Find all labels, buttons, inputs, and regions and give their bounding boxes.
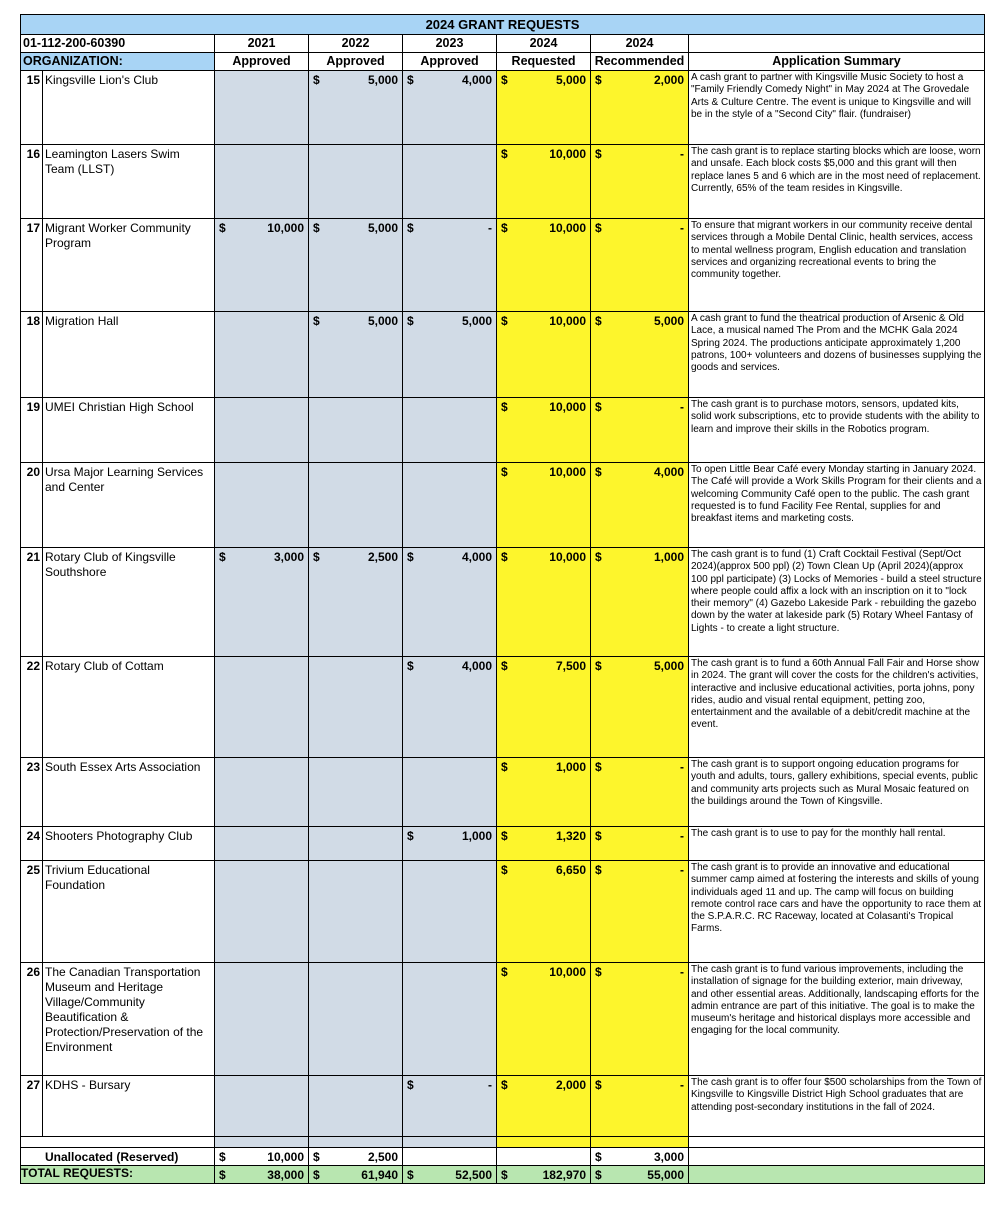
- table-row: [21, 861, 985, 963]
- amount-a2023: [403, 312, 497, 398]
- amount-a2023: [403, 548, 497, 657]
- amount-req: [497, 861, 591, 963]
- amount-value: 10,000: [549, 147, 586, 161]
- organization-name: Ursa Major Learning Services and Center: [45, 465, 204, 494]
- amount-a2022: [309, 827, 403, 861]
- total-req: [497, 1166, 591, 1184]
- summary-header-spacer: [689, 35, 985, 53]
- amount-value: 5,000: [653, 659, 684, 673]
- organization-name: Trivium Educational Foundation: [45, 863, 150, 892]
- amount-rec: [591, 827, 689, 861]
- amount-rec: [591, 312, 689, 398]
- amount-value: 5,000: [555, 73, 586, 87]
- application-summary: [689, 219, 985, 312]
- amount-a2021: [215, 963, 309, 1076]
- currency-sign: $: [501, 1078, 508, 1092]
- organization-cell: [21, 827, 215, 861]
- currency-sign: $: [219, 1168, 226, 1182]
- amount-value: 5,000: [653, 314, 684, 328]
- currency-sign: $: [595, 1168, 602, 1182]
- amount-req: [497, 312, 591, 398]
- amount-value: 10,000: [549, 550, 586, 564]
- amount-value: 10,000: [267, 1150, 304, 1164]
- amount-rec: [591, 548, 689, 657]
- organization-cell: [21, 548, 215, 657]
- currency-sign: $: [595, 73, 602, 87]
- amount-value: 10,000: [267, 221, 304, 235]
- amount-rec: [591, 657, 689, 758]
- organization-name: The Canadian Transportation Museum and Heritage Village/Community Beautification & Protection/Preservation of the Environment: [45, 965, 204, 1054]
- amount-rec: [591, 861, 689, 963]
- currency-sign: $: [501, 465, 508, 479]
- amount-a2023: [403, 463, 497, 548]
- amount-a2022: [309, 1076, 403, 1137]
- amount-a2021: [215, 657, 309, 758]
- table-row: [21, 548, 985, 657]
- organization-cell: [21, 861, 215, 963]
- amount-rec: [591, 398, 689, 463]
- organization-cell: [21, 657, 215, 758]
- currency-sign: $: [595, 400, 602, 414]
- amount-a2022: [309, 145, 403, 219]
- organization-cell: [21, 219, 215, 312]
- row-number: 25: [21, 861, 43, 962]
- col-label-2023: Approved: [403, 53, 497, 71]
- amount-a2023: [403, 398, 497, 463]
- amount-req: [497, 145, 591, 219]
- summary-text: The cash grant is to purchase motors, sensors, updated kits, solid work subscriptions, etc to provide students with the ability to learn and improve their skills in the Robotics program.: [691, 399, 980, 435]
- organization-name: Rotary Club of Cottam: [45, 659, 164, 673]
- summary-text: A cash grant to partner with Kingsville Music Society to host a "Family Friendly Comedy Night" in May 2024 at The Grovedale Arts & Culture Centre. The event is unique to Kingsville and will be in the style of a "Second City" flair. (fundraiser): [691, 72, 971, 120]
- organization-cell: [21, 312, 215, 398]
- col-year-2022: 2022: [309, 35, 403, 53]
- amount-value: 10,000: [549, 400, 586, 414]
- application-summary: [689, 71, 985, 145]
- currency-sign: $: [595, 965, 602, 979]
- col-year-2021: 2021: [215, 35, 309, 53]
- amount-value: 1,000: [461, 829, 492, 843]
- amount-value: 4,000: [461, 550, 492, 564]
- summary-text: The cash grant is to fund a 60th Annual Fall Fair and Horse show in 2024. The grant will cover the costs for the children's activities, interactive and inclusive educational activities, porta johns, pony rides, audio and visual rental equipment, petting zoo, entertainment and the available of a debit/credit machine at the event.: [691, 658, 979, 731]
- unallocated-a2023: [403, 1148, 497, 1166]
- currency-sign: $: [219, 1150, 226, 1164]
- row-number: 24: [21, 827, 43, 860]
- amount-a2021: [215, 548, 309, 657]
- organization-name: Migrant Worker Community Program: [45, 221, 191, 250]
- table-row: [21, 398, 985, 463]
- currency-sign: $: [501, 1168, 508, 1182]
- amount-a2023: [403, 219, 497, 312]
- summary-text: The cash grant is to replace starting blocks which are loose, worn and unsafe. Each block costs $5,000 and this grant will then replace lanes 5 and 6 which are in the most need of replacement. Currently, 65% of the team resides in Kingsville.: [691, 146, 981, 194]
- currency-sign: $: [313, 550, 320, 564]
- amount-a2023: [403, 758, 497, 827]
- amount-req: [497, 548, 591, 657]
- currency-sign: $: [313, 73, 320, 87]
- amount-value: 182,970: [542, 1168, 586, 1182]
- summary-text: The cash grant is to fund (1) Craft Cocktail Festival (Sept/Oct 2024)(approx 500 ppl) (2) Town Clean Up (April 2024)(approx 100 ppl participate) (3) Locks of Memories - build a steel structure where people could affix a lock with an inscription on it to "lock their memory" (4) Gazebo Lakeside Park - rebuilding the gazebo down by the water at lakeside park (5) Rotary Wheel Fantasy of Lights - to create a light structure.: [691, 549, 982, 634]
- amount-value: 10,000: [549, 221, 586, 235]
- organization-cell: [21, 758, 215, 827]
- currency-sign: $: [501, 400, 508, 414]
- amount-a2022: [309, 657, 403, 758]
- row-number: 26: [21, 963, 43, 1075]
- amount-a2021: [215, 219, 309, 312]
- amount-a2023: [403, 1076, 497, 1137]
- table-row: [21, 963, 985, 1076]
- organization-label: ORGANIZATION:: [21, 53, 215, 71]
- amount-rec: [591, 758, 689, 827]
- amount-value: -: [488, 221, 492, 235]
- amount-value: -: [680, 400, 684, 414]
- currency-sign: $: [407, 659, 414, 673]
- currency-sign: $: [407, 221, 414, 235]
- amount-value: -: [680, 760, 684, 774]
- amount-value: -: [680, 221, 684, 235]
- summary-text: The cash grant is to fund various improvements, including the installation of signage for the building exterior, main driveway, and other essential areas. Additionally, landscaping efforts for the admin entrance are part of this initiative. The goal is to make the museum's heritage and historical displays more accessible and engaging for the local community.: [691, 964, 980, 1037]
- summary-text: A cash grant to fund the theatrical production of Arsenic & Old Lace, a musical named The Prom and the MCHK Gala 2024 Spring 2024. The productions anticipate approximately 1,200 patrons, 100+ volunteers and dozens of businesses supplying the goods and services.: [691, 313, 982, 374]
- currency-sign: $: [501, 829, 508, 843]
- unallocated-row: [21, 1148, 985, 1166]
- amount-req: [497, 657, 591, 758]
- amount-value: 6,650: [555, 863, 586, 877]
- amount-rec: [591, 463, 689, 548]
- amount-value: 3,000: [273, 550, 304, 564]
- currency-sign: $: [407, 314, 414, 328]
- table-row: [21, 145, 985, 219]
- row-number: 16: [21, 145, 43, 218]
- summary-text: The cash grant is to offer four $500 scholarships from the Town of Kingsville to Kingsville District High School graduates that are attending post-secondary institutions in the fall of 2024.: [691, 1077, 982, 1113]
- currency-sign: $: [595, 465, 602, 479]
- currency-sign: $: [595, 863, 602, 877]
- amount-req: [497, 1076, 591, 1137]
- amount-value: -: [680, 863, 684, 877]
- application-summary: [689, 463, 985, 548]
- application-summary: [689, 548, 985, 657]
- amount-value: 1,320: [555, 829, 586, 843]
- col-label-requested: Requested: [497, 53, 591, 71]
- organization-cell: [21, 398, 215, 463]
- unallocated-label: Unallocated (Reserved): [45, 1150, 179, 1164]
- row-number: 23: [21, 758, 43, 826]
- currency-sign: $: [501, 965, 508, 979]
- amount-a2021: [215, 145, 309, 219]
- amount-a2022: [309, 758, 403, 827]
- amount-value: 52,500: [455, 1168, 492, 1182]
- amount-value: 1,000: [653, 550, 684, 564]
- currency-sign: $: [313, 221, 320, 235]
- amount-a2022: [309, 463, 403, 548]
- col-year-2023: 2023: [403, 35, 497, 53]
- amount-value: -: [680, 1078, 684, 1092]
- table-row: [21, 1076, 985, 1137]
- application-summary: [689, 861, 985, 963]
- amount-value: 3,000: [653, 1150, 684, 1164]
- organization-name: Migration Hall: [45, 314, 119, 328]
- unallocated-a2022: [309, 1148, 403, 1166]
- total-a2022: [309, 1166, 403, 1184]
- amount-value: 2,500: [367, 1150, 398, 1164]
- summary-text: To open Little Bear Café every Monday starting in January 2024. The Café will provide a Work Skills Program for their clients and a welcoming Community Café open to the public. The cash grant requested is to fund Facility Fee Rental, supplies for and breakfast items and marketing costs.: [691, 464, 982, 525]
- currency-sign: $: [501, 221, 508, 235]
- currency-sign: $: [407, 550, 414, 564]
- amount-value: 2,000: [555, 1078, 586, 1092]
- amount-value: 4,000: [461, 659, 492, 673]
- organization-name: Kingsville Lion's Club: [45, 73, 159, 87]
- summary-text: The cash grant is to support ongoing education programs for youth and adults, tours, gallery exhibitions, special events, public and community arts projects such as Mural Mosaic featured on the buildings around the Town of Kingsville.: [691, 759, 978, 807]
- account-number: 01-112-200-60390: [21, 35, 215, 53]
- amount-a2023: [403, 657, 497, 758]
- table-row: [21, 758, 985, 827]
- amount-value: 10,000: [549, 965, 586, 979]
- table-row: [21, 463, 985, 548]
- amount-req: [497, 827, 591, 861]
- row-number: 18: [21, 312, 43, 397]
- currency-sign: $: [595, 1150, 602, 1164]
- currency-sign: $: [407, 73, 414, 87]
- currency-sign: $: [595, 314, 602, 328]
- col-label-recommended: Recommended: [591, 53, 689, 71]
- table-row: [21, 312, 985, 398]
- organization-cell: [21, 1076, 215, 1137]
- amount-rec: [591, 219, 689, 312]
- application-summary: [689, 827, 985, 861]
- currency-sign: $: [595, 1078, 602, 1092]
- amount-req: [497, 963, 591, 1076]
- application-summary: [689, 312, 985, 398]
- amount-rec: [591, 145, 689, 219]
- organization-cell: [21, 463, 215, 548]
- currency-sign: $: [595, 147, 602, 161]
- amount-a2022: [309, 548, 403, 657]
- amount-value: 5,000: [367, 221, 398, 235]
- amount-req: [497, 219, 591, 312]
- currency-sign: $: [219, 550, 226, 564]
- organization-name: Shooters Photography Club: [45, 829, 193, 843]
- currency-sign: $: [595, 829, 602, 843]
- amount-value: -: [680, 829, 684, 843]
- organization-cell: [21, 963, 215, 1076]
- organization-name: Leamington Lasers Swim Team (LLST): [45, 147, 180, 176]
- currency-sign: $: [595, 760, 602, 774]
- row-number: 17: [21, 219, 43, 311]
- amount-rec: [591, 71, 689, 145]
- currency-sign: $: [407, 1168, 414, 1182]
- amount-a2022: [309, 219, 403, 312]
- amount-value: -: [680, 965, 684, 979]
- amount-a2023: [403, 827, 497, 861]
- table-row: [21, 657, 985, 758]
- amount-value: 55,000: [647, 1168, 684, 1182]
- amount-value: 1,000: [555, 760, 586, 774]
- organization-cell: [21, 145, 215, 219]
- application-summary: [689, 398, 985, 463]
- row-number: 15: [21, 71, 43, 144]
- amount-a2022: [309, 312, 403, 398]
- amount-a2021: [215, 463, 309, 548]
- table-row: [21, 71, 985, 145]
- currency-sign: $: [219, 221, 226, 235]
- total-label: TOTAL REQUESTS:: [21, 1166, 215, 1184]
- col-year-2024-recommended: 2024: [591, 35, 689, 53]
- table-row: [21, 827, 985, 861]
- amount-value: 10,000: [549, 465, 586, 479]
- amount-a2021: [215, 398, 309, 463]
- currency-sign: $: [501, 73, 508, 87]
- currency-sign: $: [595, 659, 602, 673]
- currency-sign: $: [595, 221, 602, 235]
- application-summary: [689, 1076, 985, 1137]
- amount-a2023: [403, 963, 497, 1076]
- organization-name: KDHS - Bursary: [45, 1078, 131, 1092]
- application-summary: [689, 145, 985, 219]
- currency-sign: $: [501, 760, 508, 774]
- sheet-title: 2024 GRANT REQUESTS: [21, 15, 985, 35]
- organization-name: Rotary Club of Kingsville Southshore: [45, 550, 176, 579]
- amount-value: 38,000: [267, 1168, 304, 1182]
- amount-rec: [591, 1076, 689, 1137]
- amount-a2023: [403, 145, 497, 219]
- amount-value: 5,000: [461, 314, 492, 328]
- organization-name: South Essex Arts Association: [45, 760, 201, 774]
- row-number: 22: [21, 657, 43, 757]
- spacer-row: [21, 1137, 985, 1148]
- amount-req: [497, 463, 591, 548]
- table-row: [21, 219, 985, 312]
- summary-text: The cash grant is to provide an innovative and educational summer camp aimed at fostering the interests and skills of young individuals aged 11 and up. The camp will focus on building remote control race cars and have the opportunity to race them at the S.P.A.R.C. RC Raceway, located at Colasanti's Tropical Farms.: [691, 862, 982, 935]
- amount-value: 10,000: [549, 314, 586, 328]
- total-rec: [591, 1166, 689, 1184]
- summary-text: The cash grant is to use to pay for the monthly hall rental.: [691, 828, 946, 839]
- currency-sign: $: [407, 829, 414, 843]
- amount-a2021: [215, 758, 309, 827]
- amount-a2022: [309, 861, 403, 963]
- col-label-2022: Approved: [309, 53, 403, 71]
- currency-sign: $: [501, 550, 508, 564]
- currency-sign: $: [501, 863, 508, 877]
- col-label-2021: Approved: [215, 53, 309, 71]
- organization-name: UMEI Christian High School: [45, 400, 194, 414]
- unallocated-a2021: [215, 1148, 309, 1166]
- application-summary: [689, 657, 985, 758]
- amount-req: [497, 758, 591, 827]
- currency-sign: $: [313, 314, 320, 328]
- unallocated-req: [497, 1148, 591, 1166]
- amount-req: [497, 71, 591, 145]
- amount-value: 5,000: [367, 73, 398, 87]
- total-a2021: [215, 1166, 309, 1184]
- amount-a2023: [403, 71, 497, 145]
- row-number: 27: [21, 1076, 43, 1136]
- currency-sign: $: [313, 1168, 320, 1182]
- currency-sign: $: [501, 659, 508, 673]
- currency-sign: $: [501, 147, 508, 161]
- currency-sign: $: [313, 1150, 320, 1164]
- amount-req: [497, 398, 591, 463]
- amount-a2022: [309, 71, 403, 145]
- total-a2023: [403, 1166, 497, 1184]
- amount-rec: [591, 963, 689, 1076]
- amount-a2021: [215, 861, 309, 963]
- application-summary: [689, 963, 985, 1076]
- organization-cell: [21, 71, 215, 145]
- amount-value: 61,940: [361, 1168, 398, 1182]
- amount-a2021: [215, 827, 309, 861]
- amount-a2022: [309, 963, 403, 1076]
- amount-value: -: [680, 147, 684, 161]
- amount-value: -: [488, 1078, 492, 1092]
- amount-a2023: [403, 861, 497, 963]
- amount-a2021: [215, 1076, 309, 1137]
- row-number: 20: [21, 463, 43, 547]
- currency-sign: $: [501, 314, 508, 328]
- summary-text: To ensure that migrant workers in our community receive dental services through a Mobile Dental Clinic, health services, access to mental wellness program, English education and translation services and organizing recreational events to bring the community together.: [691, 220, 973, 281]
- amount-a2021: [215, 312, 309, 398]
- amount-value: 2,500: [367, 550, 398, 564]
- currency-sign: $: [595, 550, 602, 564]
- amount-value: 4,000: [653, 465, 684, 479]
- amount-value: 7,500: [555, 659, 586, 673]
- summary-header: Application Summary: [689, 53, 985, 71]
- row-number: 21: [21, 548, 43, 656]
- unallocated-rec: [591, 1148, 689, 1166]
- currency-sign: $: [407, 1078, 414, 1092]
- col-year-2024-requested: 2024: [497, 35, 591, 53]
- amount-value: 2,000: [653, 73, 684, 87]
- amount-value: 4,000: [461, 73, 492, 87]
- total-row: [21, 1166, 985, 1184]
- grant-requests-table: [20, 14, 985, 1184]
- row-number: 19: [21, 398, 43, 462]
- application-summary: [689, 758, 985, 827]
- amount-value: 5,000: [367, 314, 398, 328]
- amount-a2022: [309, 398, 403, 463]
- amount-a2021: [215, 71, 309, 145]
